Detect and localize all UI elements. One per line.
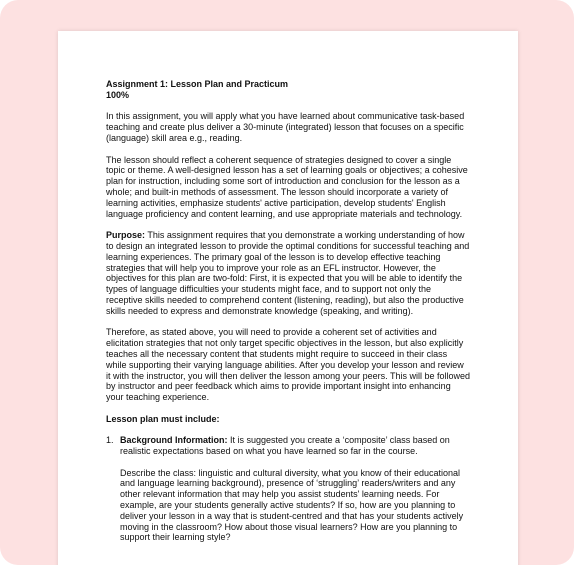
- assignment-weight: 100%: [106, 89, 130, 100]
- purpose-label: Purpose:: [106, 230, 146, 241]
- list-item-subparagraph: Describe the class: linguistic and cultural diversity, what you know of their educational and language learning background), presence of ‘struggling’ readers/writers and any other relevant information that may help you assist students' learning needs. For example, are your students generally active students? If so, how are you planning to deliver your lesson in a way that is student-centred and that has your students actively moving in the classroom? How about those visual learners? How are you planning to support their learning style?: [120, 467, 464, 543]
- list-item-main: [120, 435, 470, 457]
- list-item-text: It is suggested you create a ‘composite’ class based on realistic expectations based on what you have learned so far in the course.: [120, 435, 450, 457]
- requirements-list: [106, 435, 470, 543]
- therefore-paragraph: Therefore, as stated above, you will need to provide a coherent set of activities and elicitation strategies that not only target specific objectives in the lesson, but also explicitly teaches all the necessary content that students might require to succeed in their class while supporting their varying language abilities. After you develop your lesson and review it with the instructor, you will then deliver the lesson among your peers. This will be followed by instructor and peer feedback which aims to provide important insight into enhancing your teaching experience.: [106, 327, 471, 403]
- lesson-description-paragraph: The lesson should reflect a coherent sequence of strategies designed to cover a single topic or theme. A well-designed lesson has a set of learning goals or objectives; a cohesive plan for instruction, including some sort of introduction and conclusion for the lesson as a whole; and built-in methods of assessment. The lesson should incorporate a variety of learning activities, emphasize students' active participation, develop students' English language proficiency and content learning, and use appropriate materials and technology.: [106, 154, 468, 219]
- assignment-title-line: Assignment 1: Lesson Plan and Practicum: [106, 79, 289, 89]
- list-item-number: 1.: [106, 435, 114, 446]
- document-page: [58, 31, 518, 565]
- purpose-paragraph: [106, 230, 470, 316]
- purpose-text: This assignment requires that you demonstrate a working understanding of how to design an integrated lesson to provide the optimal conditions for successful teaching and learning experiences. The primary goal of the lesson is to develop effective teaching strategies that will help you to improve your role as an EFL instructor. However, the objectives for this plan are two-fold: First, it is expected that you will be able to identify the types of language difficulties your students might face, and to support not only the receptive skills needed to comprehend content (listening, reading), but also the productive skills needed to express and demonstrate knowledge (speaking, and writing).: [106, 230, 470, 316]
- intro-paragraph: In this assignment, you will apply what you have learned about communicative task-based teaching and create plus deliver a 30-minute (integrated) lesson that focuses on a specific (language) skill area e.g., reading.: [106, 111, 465, 143]
- list-item-label: Background Information:: [120, 435, 228, 446]
- list-item: [106, 435, 470, 543]
- assignment-title: [106, 79, 470, 101]
- document-body: [106, 79, 470, 554]
- include-heading: Lesson plan must include:: [106, 413, 220, 424]
